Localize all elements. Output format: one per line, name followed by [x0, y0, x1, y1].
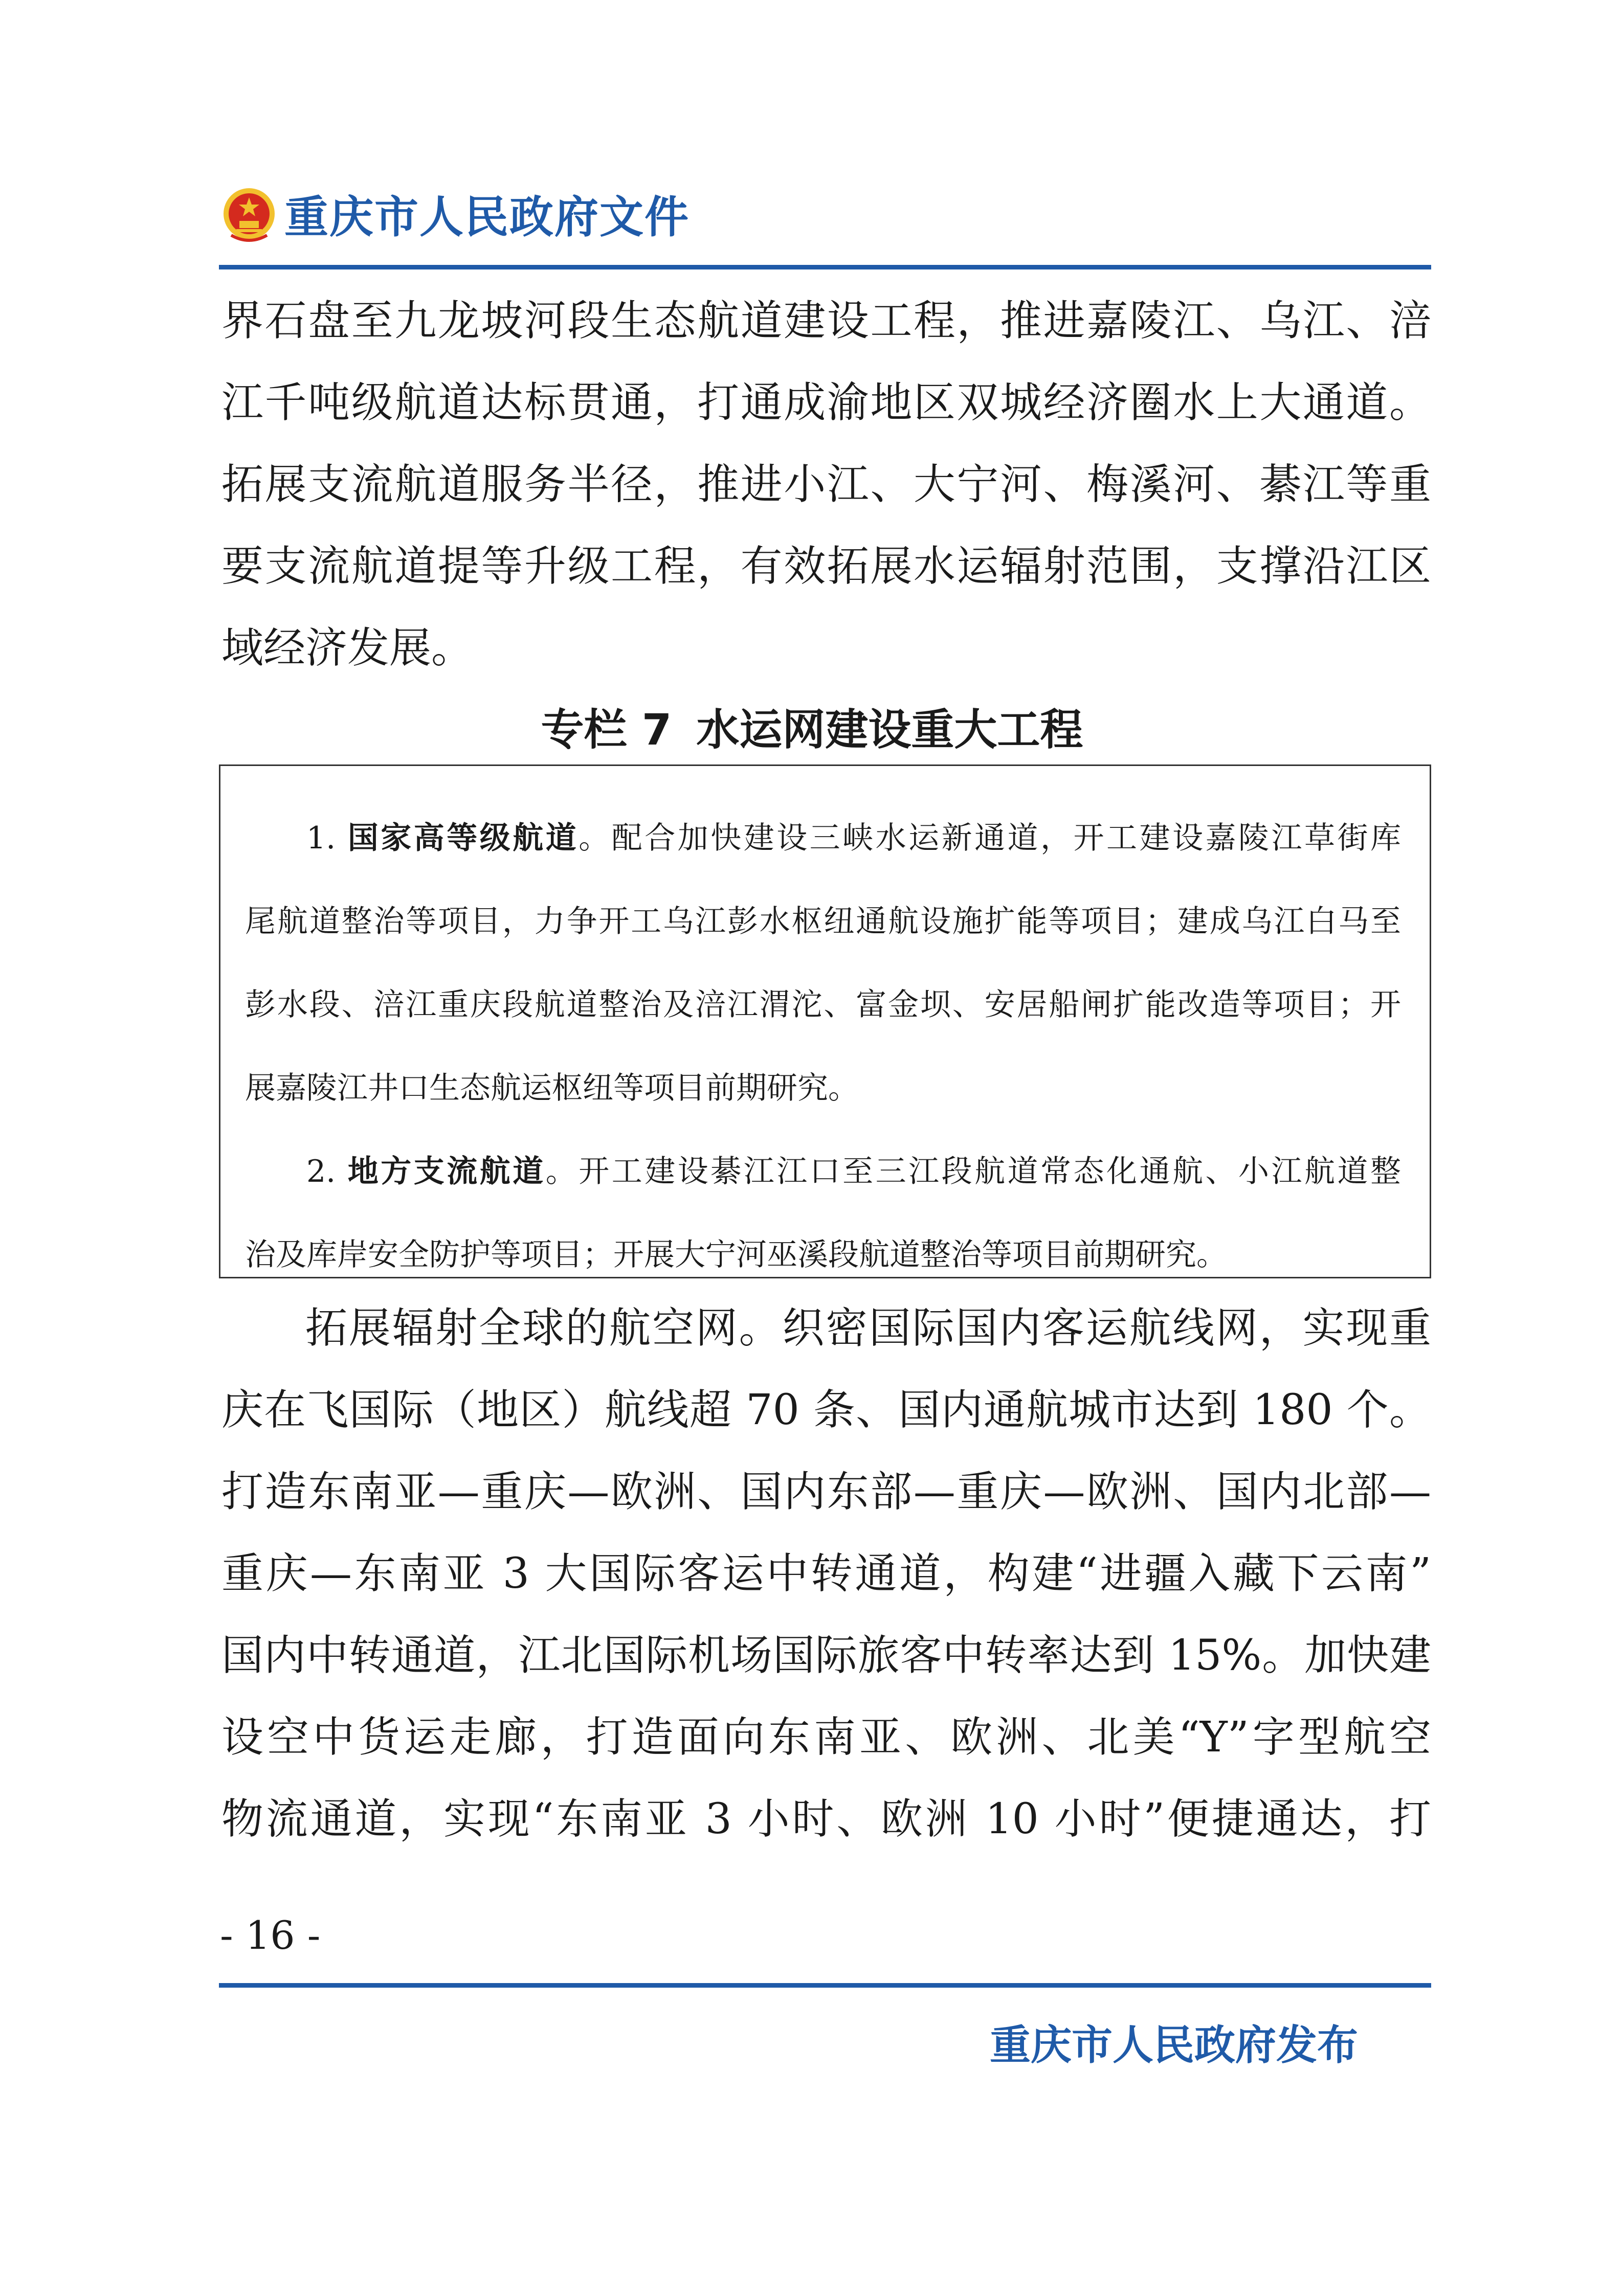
text-line: 设空中货运走廊，打造面向东南亚、欧洲、北美“Y”字型航空: [221, 1713, 1431, 1762]
page-number: - 16 -: [220, 1912, 321, 1958]
column-item-2-first-line: [245, 1130, 1401, 1213]
body-paragraph-1: [221, 280, 1431, 689]
item-number: 1.: [306, 820, 336, 856]
body-paragraph-2: [221, 1288, 1431, 1860]
item-number: 2.: [306, 1154, 336, 1189]
text-line: 重庆—东南亚 3 大国际客运中转通道，构建“进疆入藏下云南”: [221, 1549, 1431, 1598]
column-title: [0, 702, 1624, 758]
column-box: [219, 764, 1431, 1278]
text-line: 域经济发展。: [221, 624, 474, 672]
column-item-line: 彭水段、涪江重庆段航道整治及涪江渭沱、富金坝、安居船闸扩能改造等项目；开: [245, 987, 1401, 1023]
text-line: 庆在飞国际（地区）航线超 70 条、国内通航城市达到 180 个。: [221, 1386, 1431, 1434]
footer-publisher: 重庆市人民政府发布: [990, 2021, 1358, 2069]
column-heading: 水运网建设重大工程: [696, 705, 1083, 755]
text-line: 界石盘至九龙坡河段生态航道建设工程，推进嘉陵江、乌江、涪: [221, 297, 1431, 345]
column-item-line: 尾航道整治等项目，力争开工乌江彭水枢纽通航设施扩能等项目；建成乌江白马至: [245, 904, 1401, 939]
item-heading: 国家高等级航道: [347, 820, 579, 856]
column-label: 专栏 7: [541, 705, 672, 755]
text-line: 物流通道，实现“东南亚 3 小时、欧洲 10 小时”便捷通达，打: [221, 1795, 1431, 1843]
item-heading: 地方支流航道: [347, 1154, 546, 1189]
column-item-line: 治及库岸安全防护等项目；开展大宁河巫溪段航道整治等项目前期研究。: [245, 1237, 1227, 1273]
national-emblem-icon: [221, 184, 277, 245]
text-line: 江千吨级航道达标贯通，打通成渝地区双城经济圈水上大通道。: [221, 378, 1431, 427]
footer-divider: [219, 1983, 1431, 1988]
text-line: 拓展辐射全球的航空网。织密国际国内客运航线网，实现重: [305, 1304, 1431, 1353]
header-divider: [219, 265, 1431, 269]
text-line: 国内中转通道，江北国际机场国际旅客中转率达到 15%。加快建: [221, 1631, 1431, 1680]
text-line: 打造东南亚—重庆—欧洲、国内东部—重庆—欧洲、国内北部—: [221, 1468, 1431, 1516]
text-line: 要支流航道提等升级工程，有效拓展水运辐射范围，支撑沿江区: [221, 542, 1431, 591]
header-title: 重庆市人民政府文件: [284, 192, 689, 243]
column-item-line: 展嘉陵江井口生态航运枢纽等项目前期研究。: [245, 1070, 859, 1106]
column-item-1-first-line: [245, 797, 1401, 880]
text-line: 拓展支流航道服务半径，推进小江、大宁河、梅溪河、綦江等重: [221, 460, 1431, 509]
item-text: 。配合加快建设三峡水运新通道，开工建设嘉陵江草街库: [579, 820, 1401, 856]
item-text: 。开工建设綦江江口至三江段航道常态化通航、小江航道整: [545, 1154, 1401, 1189]
